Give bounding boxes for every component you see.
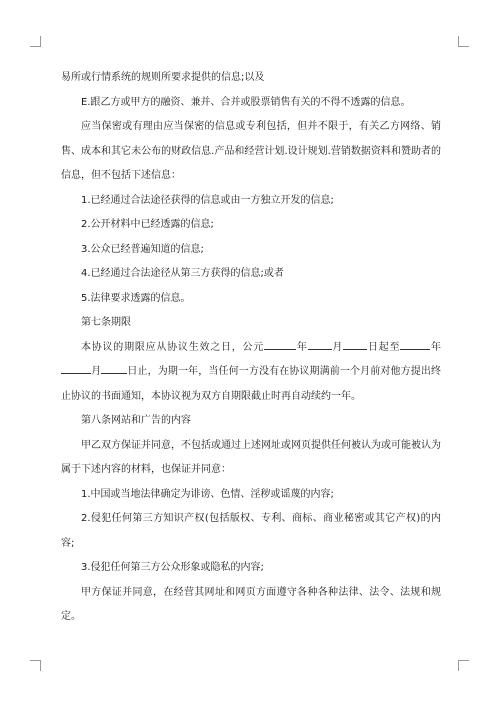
blank-year-field: [264, 339, 296, 350]
term-text: 月: [91, 366, 102, 377]
list-item: 2.公开材料中已经透露的信息;: [81, 219, 214, 230]
article-8-heading: 第八条网站和广告的内容: [81, 415, 191, 426]
article-7-heading: 第七条期限: [81, 317, 131, 328]
term-text: 日止，为期一年，当任何一方没有在协议期满前一个月前对他方提出终止协议的书面通知，本协议视为双方自期限截止时再自动续约一年。: [61, 366, 442, 402]
list-item: 3.公众已经普遍知道的信息;: [81, 243, 204, 255]
list-item: 5.法律要求透露的信息。: [81, 292, 191, 304]
blank-day-field: [343, 339, 367, 350]
blank-month-field: [308, 339, 332, 350]
term-text: 本协议的期限应从协议生效之日，公元: [81, 341, 265, 353]
crop-mark-top-right: [458, 36, 469, 47]
paragraph-guarantee: 甲乙双方保证并同意，不包括或通过上述网址或网页提供任何被认为或可能被认为属于下述内容的材料，也保证并同意：: [61, 439, 441, 475]
blank-year-field: [400, 339, 430, 350]
term-text: 年: [296, 341, 308, 353]
crop-mark-top-left: [30, 36, 41, 47]
list-item: E.跟乙方或甲方的融资、兼并、合并或股票销售有关的不得不透露的信息。: [81, 96, 411, 108]
list-item: 2.侵犯任何第三方知识产权(包括版权、专利、商标、商业秘密或其它产权)的内容;: [61, 513, 441, 549]
crop-mark-bottom-right: [458, 660, 469, 671]
list-item: 1.中国或当地法律确定为诽谤、色情、淫秽或谣蔑的内容;: [81, 488, 334, 500]
list-item: 4.已经通过合法途径从第三方获得的信息;或者: [81, 268, 284, 279]
paragraph-term: [61, 336, 441, 410]
list-item: 1.已经通过合法途径获得的信息或由一方独立开发的信息;: [81, 194, 334, 206]
list-item: 3.侵犯任何第三方公众形象或隐私的内容;: [81, 562, 264, 573]
document-body: [61, 66, 441, 630]
paragraph-confidential-info: 应当保密或有理由应当保密的信息或专利包括，但并不限于，有关乙方网络、销售、成本和其它未公布的财政信息.产品和经营计划.设计规划.营销数据资料和赞助者的信息，但不包括下述信息：: [61, 121, 441, 181]
term-text: 日起至: [367, 341, 401, 353]
term-text: 月: [331, 341, 344, 353]
continued-line: 易所或行情系统的规则所要求提供的信息;以及: [61, 72, 265, 83]
blank-month-field: [61, 363, 91, 374]
blank-day-field: [101, 363, 127, 374]
paragraph-final: 甲方保证并同意，在经营其网址和网页方面遵守各种各种法律、法令、法规和规定。: [61, 586, 441, 622]
crop-mark-bottom-left: [30, 660, 41, 671]
term-text: 年: [430, 341, 442, 353]
